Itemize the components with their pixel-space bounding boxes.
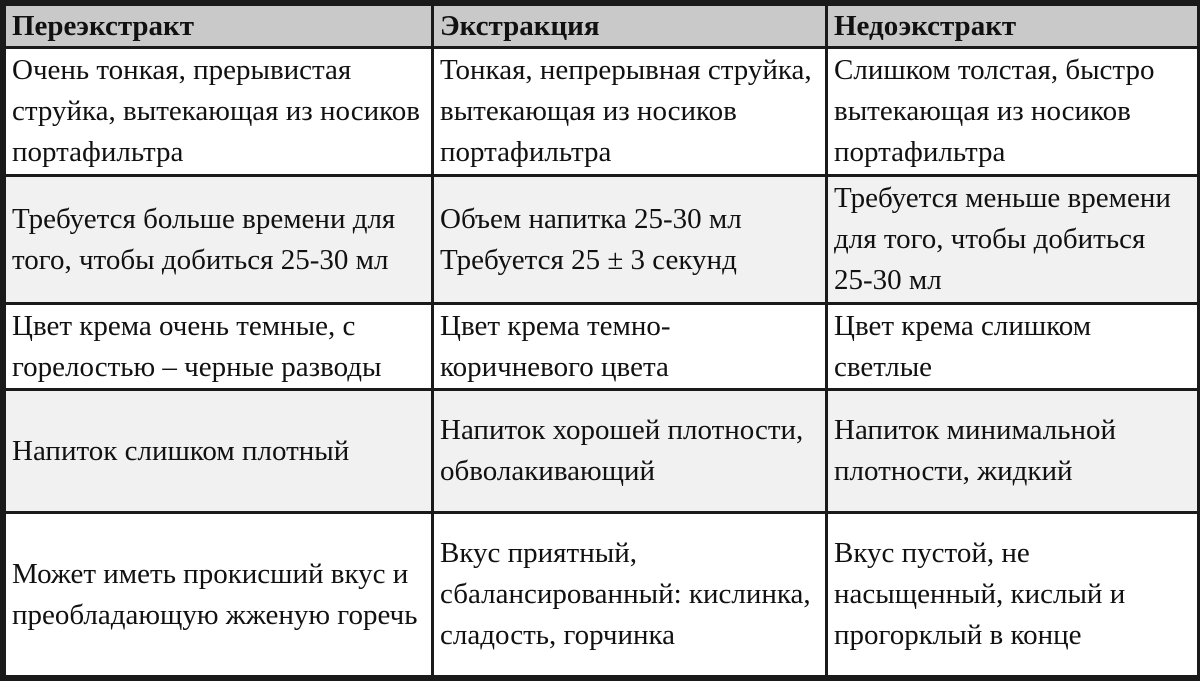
table-cell: Напиток минимальной плотности, жидкий	[827, 390, 1199, 513]
table-row	[5, 390, 1199, 513]
table-cell: Цвет крема темно-коричневого цвета	[433, 304, 827, 390]
header-under-extraction: Недоэкстракт	[827, 5, 1199, 48]
table-cell: Тонкая, непрерывная струйка, вытекающая из носиков портафильтра	[433, 48, 827, 176]
table-cell: Объем напитка 25-30 мл Требуется 25 ± 3 секунд	[433, 176, 827, 304]
table-row	[5, 176, 1199, 304]
table-cell: Может иметь прокисший вкус и преобладающую жженую горечь	[5, 513, 433, 677]
table-cell: Слишком толстая, быстро вытекающая из носиков портафильтра	[827, 48, 1199, 176]
table-cell: Напиток слишком плотный	[5, 390, 433, 513]
table-row	[5, 513, 1199, 677]
table-cell: Цвет крема очень темные, с горелостью – черные разводы	[5, 304, 433, 390]
header-extraction: Экстракция	[433, 5, 827, 48]
table-cell: Вкус приятный, сбалансированный: кислинка, сладость, горчинка	[433, 513, 827, 677]
header-row	[5, 5, 1199, 48]
table-row	[5, 48, 1199, 176]
espresso-extraction-table	[3, 3, 1200, 678]
table-cell: Цвет крема слишком светлые	[827, 304, 1199, 390]
table-cell: Требуется меньше времени для того, чтобы добиться 25-30 мл	[827, 176, 1199, 304]
table-row	[5, 304, 1199, 390]
header-over-extraction: Переэкстракт	[5, 5, 433, 48]
table-cell: Требуется больше времени для того, чтобы добиться 25-30 мл	[5, 176, 433, 304]
table-cell: Напиток хорошей плотности, обволакивающий	[433, 390, 827, 513]
table-cell: Очень тонкая, прерывистая струйка, вытекающая из носиков портафильтра	[5, 48, 433, 176]
table-cell: Вкус пустой, не насыщенный, кислый и прогорклый в конце	[827, 513, 1199, 677]
